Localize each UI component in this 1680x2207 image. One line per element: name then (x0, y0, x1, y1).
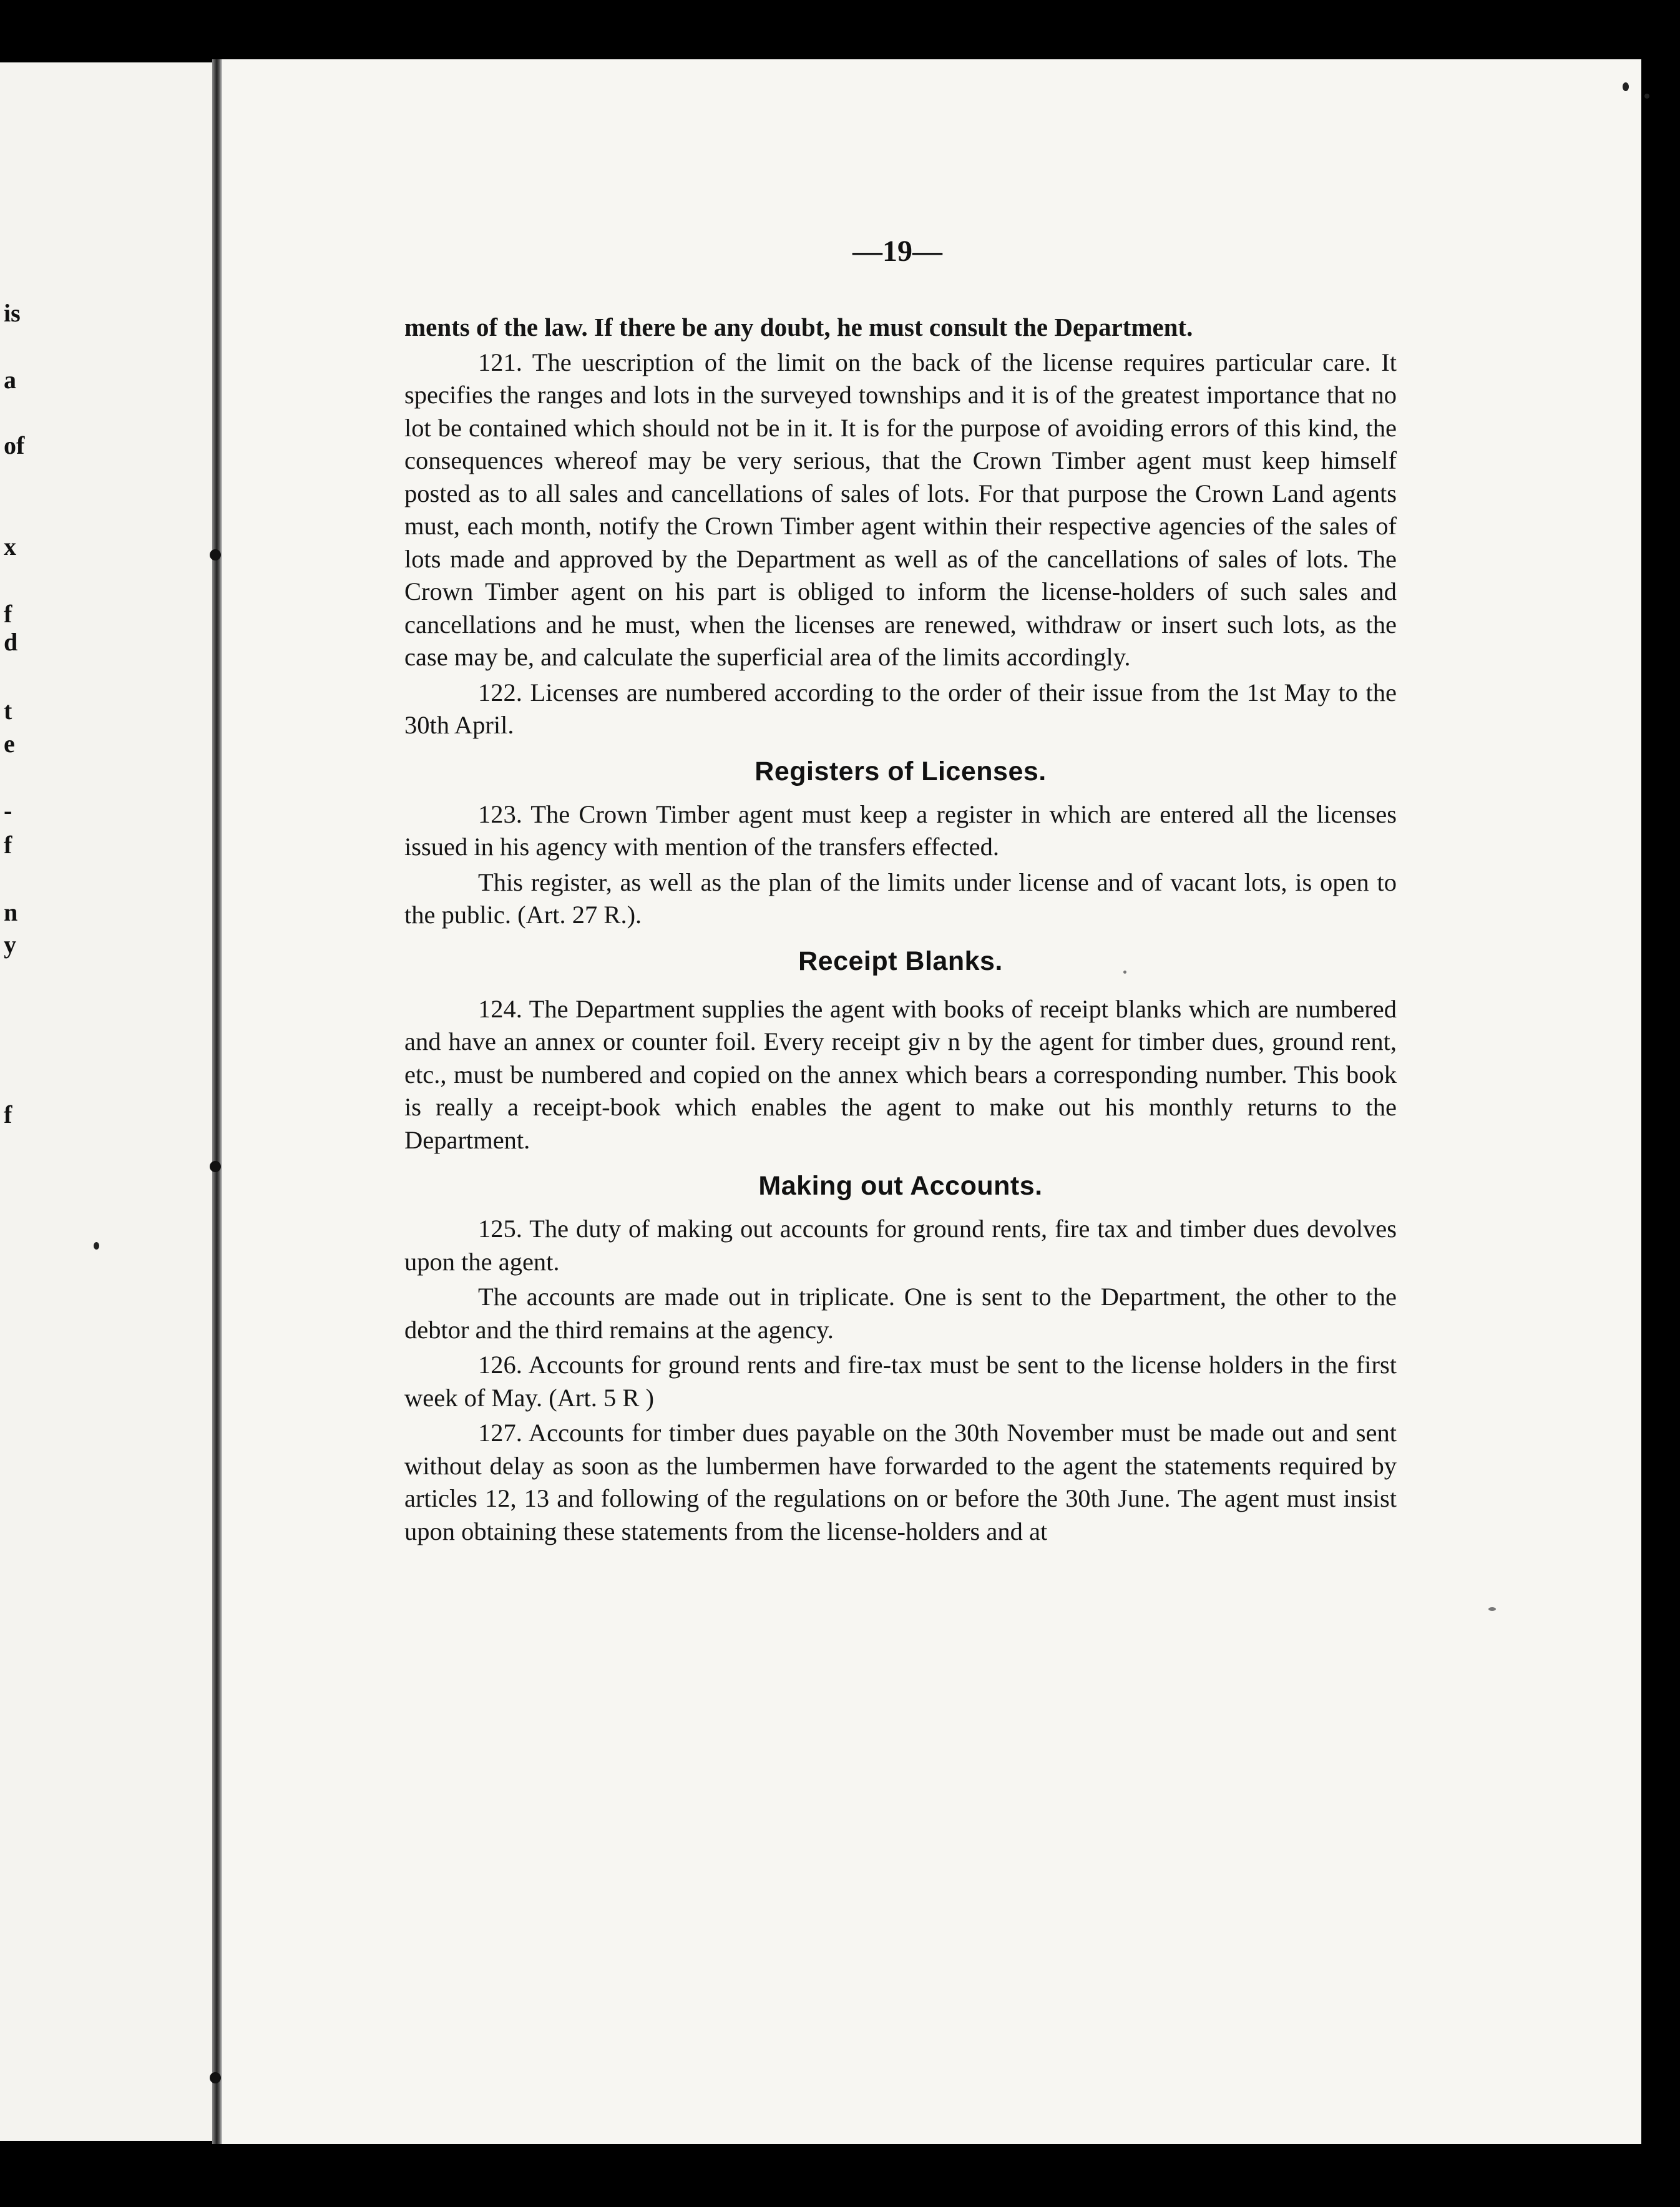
margin-fragment: f (4, 600, 12, 628)
paragraph-123-continued: This register, as well as the plan of the limits under license and of vacant lots, is open to the public. (Art. 27 R.). (404, 868, 1397, 929)
paragraph-125: 125. The duty of making out accounts for ground rents, fire tax and timber dues devolves upon the agent. (404, 1215, 1397, 1276)
paragraph-continuation: ments of the law. If there be any doubt, he must consult the Department. (404, 313, 1193, 341)
heading-receipt-blanks: Receipt Blanks. (798, 946, 1003, 976)
heading-making-out-accounts: Making out Accounts. (758, 1171, 1043, 1201)
margin-fragment: e (4, 730, 15, 758)
margin-fragment: of (4, 431, 25, 459)
paragraph-121: 121. The uescription of the limit on the back of the license requires particular care. It specifies the ranges and lots in the surveyed townships and it is of the greatest importance that no lot be contained which should not be in it. It is for the purpose of avoiding errors of this kind, the consequences whereof may be very serious, that the Crown Timber agent must keep himself posted as to all sales and cancellations of sales of lots. For that purpose the Crown Land agents must, each month, notify the Crown Timber agent within their respective agencies of the sales of lots made and approved by the Department as well as of the cancellations of sales of lots. The Crown Timber agent on his part is obliged to inform the license-holders of such sales and cancellations and he must, when the licenses are renewed, withdraw or insert such lots, as the case may be, and calculate the superficial area of the limits accordingly. (404, 348, 1397, 671)
book-gutter (212, 59, 222, 2144)
heading-registers-of-licenses: Registers of Licenses. (755, 756, 1047, 786)
margin-fragment: x (4, 532, 16, 560)
margin-fragment: f (4, 831, 12, 859)
paragraph-122: 122. Licenses are numbered according to the order of their issue from the 1st May to the 30th April. (404, 678, 1397, 739)
body-text (404, 237, 1397, 1548)
paragraph-124: 124. The Department supplies the agent with books of receipt blanks which are numbered and have an annex or counter foil. Every receipt giv n by the agent for timber dues, ground rent, etc., must be numbered and copied on the annex which bears a corresponding number. This book is really a receipt-book which enables the agent to make out his monthly returns to the Department. (404, 994, 1397, 1154)
scan-speck (1644, 94, 1649, 99)
margin-fragment: n (4, 898, 18, 926)
paragraph-127: 127. Accounts for timber dues payable on the 30th November must be made out and sent without delay as soon as the lumbermen have forwarded to the agent the statements required by articles 12, 13 and following of the regulations on or before the 30th June. The agent must insist upon obtaining these statements from the license-holders and at (404, 1419, 1397, 1545)
scan-speck (1123, 971, 1126, 974)
binding-hole (210, 1161, 221, 1172)
margin-fragment: a (4, 366, 16, 394)
margin-fragment: y (4, 931, 16, 959)
margin-fragment: - (4, 796, 12, 825)
binding-hole (210, 2072, 221, 2083)
paragraph-126: 126. Accounts for ground rents and fire-tax must be sent to the license holders in the first week of May. (Art. 5 R ) (404, 1351, 1397, 1412)
facing-page-text-fragments (0, 0, 206, 2207)
scan-speck (1623, 82, 1629, 91)
binding-hole (210, 549, 221, 560)
margin-fragment: d (4, 628, 18, 656)
paragraph-123: 123. The Crown Timber agent must keep a register in which are entered all the licenses issued in his agency with mention of the transfers effected. (404, 800, 1397, 861)
scan-speck (94, 1242, 99, 1250)
page-number: —19— (852, 235, 942, 268)
scan-speck (1488, 1607, 1496, 1611)
margin-fragment: is (4, 299, 21, 327)
margin-fragment: t (4, 697, 12, 725)
paragraph-125-continued: The accounts are made out in triplicate. One is sent to the Department, the other to the debtor and the third remains at the agency. (404, 1283, 1397, 1344)
margin-fragment: f (4, 1100, 12, 1128)
